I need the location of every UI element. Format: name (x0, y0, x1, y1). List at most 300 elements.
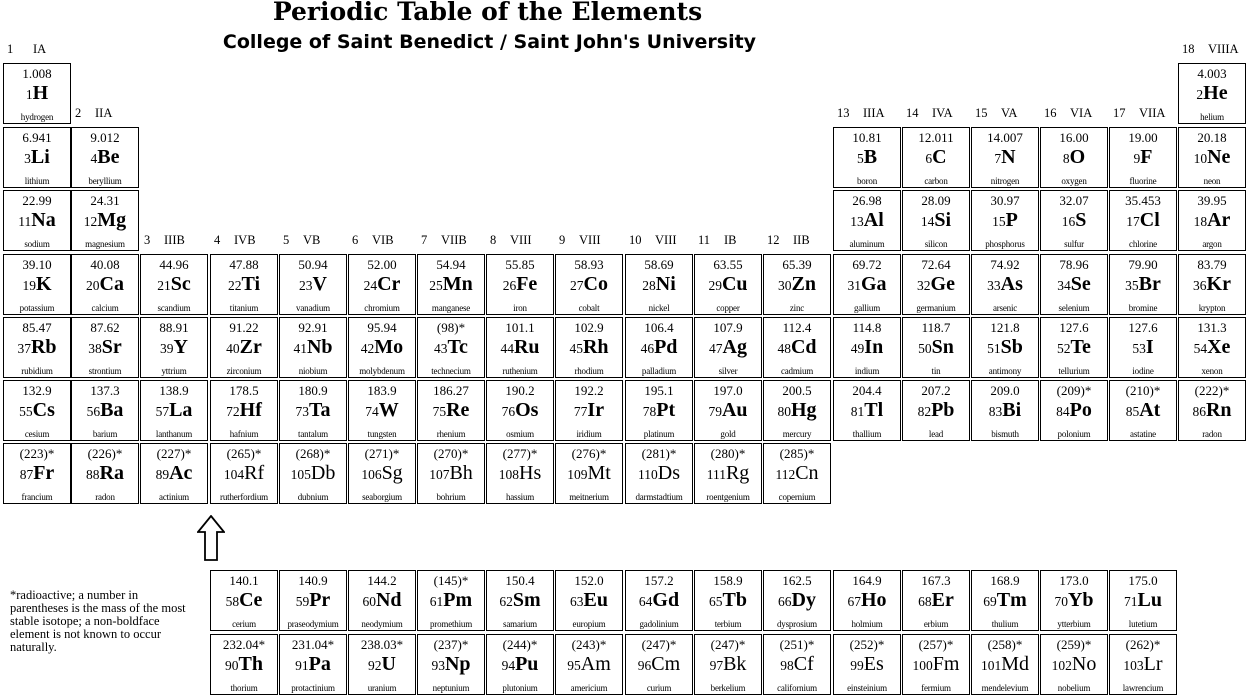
element-number-symbol (1041, 588, 1107, 614)
atomic-mass: 102.9 (574, 320, 604, 335)
group-number: 15 (975, 106, 988, 120)
element-name: platinum (643, 429, 675, 439)
element-name: technecium (431, 366, 471, 376)
atomic-number: 26 (502, 278, 517, 293)
group-roman: VIIB (441, 233, 467, 247)
element-cell-xe (1178, 317, 1246, 378)
atomic-mass: 131.3 (1197, 320, 1227, 335)
element-name: arsenic (992, 303, 1018, 313)
atomic-number: 81 (850, 404, 865, 419)
atomic-number: 66 (778, 594, 792, 609)
atomic-number: 88 (86, 467, 100, 482)
element-symbol: He (1203, 82, 1228, 104)
element-name: radon (1202, 429, 1222, 439)
element-number-symbol (211, 652, 277, 678)
element-name: sodium (24, 239, 50, 249)
element-number-symbol (972, 652, 1038, 678)
atomic-mass: 74.92 (990, 257, 1020, 272)
atomic-number: 65 (709, 594, 723, 609)
element-name: thorium (230, 683, 258, 693)
group-number: 10 (629, 233, 642, 247)
element-cell-lr (1109, 634, 1177, 695)
element-cell-ar (1178, 190, 1246, 251)
element-name: uranium (367, 683, 397, 693)
atomic-mass: 58.93 (574, 257, 604, 272)
element-symbol: Nd (375, 589, 402, 611)
element-symbol: Rg (725, 462, 750, 484)
element-name: bromine (1128, 303, 1158, 313)
element-cell-be (71, 127, 139, 188)
element-cell-in (833, 317, 901, 378)
element-cell-rb (3, 317, 71, 378)
atomic-number: 73 (295, 404, 309, 419)
atomic-mass: 175.0 (1128, 573, 1158, 588)
atomic-mass: 150.4 (505, 573, 535, 588)
element-cell-na (3, 190, 71, 251)
element-cell-kr (1178, 254, 1246, 315)
atomic-number: 28 (642, 278, 656, 293)
element-cell-ta (279, 380, 347, 441)
element-name: dubnium (297, 492, 329, 502)
element-symbol: Se (1070, 273, 1091, 295)
atomic-number: 93 (431, 658, 445, 673)
element-name: rhodium (574, 366, 604, 376)
atomic-mass: 6.941 (22, 130, 52, 145)
element-number-symbol (280, 272, 346, 298)
atomic-number: 110 (638, 467, 658, 482)
element-cell-he (1178, 63, 1246, 124)
element-number-symbol (556, 652, 622, 678)
element-name: californium (777, 683, 817, 693)
element-name: thulium (991, 619, 1019, 629)
element-cell-fr (3, 443, 71, 504)
element-cell-sc (140, 254, 208, 315)
element-number-symbol (280, 398, 346, 424)
atomic-number: 46 (640, 341, 655, 356)
atomic-number: 103 (1123, 658, 1144, 673)
atomic-mass: 50.94 (298, 257, 328, 272)
element-number-symbol (1179, 335, 1245, 361)
group-roman: VIIIA (1208, 42, 1239, 56)
element-cell-sb (971, 317, 1039, 378)
element-number-symbol (1179, 208, 1245, 234)
element-number-symbol (1110, 208, 1176, 234)
atomic-number: 68 (918, 594, 932, 609)
atomic-mass: 195.1 (644, 383, 674, 398)
atomic-mass: 204.4 (852, 383, 882, 398)
group-label-4 (214, 233, 276, 247)
element-number-symbol (1041, 652, 1107, 678)
element-number-symbol (764, 588, 830, 614)
group-roman: VIIA (1139, 106, 1166, 120)
element-number-symbol (349, 588, 415, 614)
atomic-number: 29 (708, 278, 722, 293)
atomic-number: 64 (638, 594, 653, 609)
element-cell-li (3, 127, 71, 188)
atomic-number: 31 (847, 278, 861, 293)
atomic-number: 20 (86, 278, 100, 293)
element-symbol: I (1145, 336, 1154, 358)
group-label-6 (352, 233, 414, 247)
element-cell-ti (210, 254, 278, 315)
atomic-mass: 200.5 (782, 383, 812, 398)
element-symbol: K (35, 273, 52, 295)
element-symbol: Au (721, 399, 748, 421)
atomic-mass: 54.94 (436, 257, 466, 272)
element-name: cerium (232, 619, 256, 629)
element-number-symbol (72, 461, 138, 487)
element-name: gallium (853, 303, 881, 313)
element-symbol: Es (863, 653, 884, 675)
element-symbol: Pr (309, 589, 331, 611)
atomic-number: 8 (1062, 151, 1070, 166)
atomic-number: 74 (365, 404, 379, 419)
atomic-number: 13 (850, 214, 864, 229)
group-label-2 (75, 106, 137, 120)
atomic-number: 25 (429, 278, 443, 293)
atomic-mass: 186.27 (433, 383, 469, 398)
element-name: ytterbium (1057, 619, 1091, 629)
element-symbol: Ir (587, 399, 605, 421)
element-number-symbol (903, 652, 969, 678)
element-name: titanium (229, 303, 259, 313)
element-cell-sm (486, 570, 554, 631)
element-cell-bk (694, 634, 762, 695)
atomic-mass: 69.72 (852, 257, 882, 272)
atomic-number: 99 (850, 658, 864, 673)
atomic-mass: 152.0 (574, 573, 604, 588)
atomic-mass: (270)* (433, 446, 469, 461)
group-number: 7 (421, 233, 428, 247)
atomic-mass: 178.5 (229, 383, 259, 398)
element-symbol: Er (931, 589, 954, 611)
element-cell-i (1109, 317, 1177, 378)
atomic-number: 62 (499, 594, 513, 609)
element-number-symbol (1110, 588, 1176, 614)
atomic-number: 22 (227, 278, 242, 293)
group-number: 3 (144, 233, 151, 247)
element-symbol: No (1071, 653, 1097, 675)
atomic-mass: 101.1 (505, 320, 535, 335)
element-symbol: Al (863, 209, 884, 231)
atomic-mass: 79.90 (1128, 257, 1158, 272)
element-number-symbol (487, 461, 553, 487)
element-name: antimony (988, 366, 1022, 376)
element-name: neodymium (361, 619, 403, 629)
element-symbol: Tb (722, 589, 747, 611)
element-symbol: Pu (515, 653, 539, 675)
element-symbol: Ca (99, 273, 124, 295)
element-name: lanthanum (155, 429, 193, 439)
element-cell-tb (694, 570, 762, 631)
atomic-number: 61 (429, 594, 444, 609)
group-roman: VIII (510, 233, 532, 247)
element-number-symbol (972, 335, 1038, 361)
element-name: scandium (157, 303, 191, 313)
element-number-symbol (349, 272, 415, 298)
atomic-mass: 92.91 (298, 320, 328, 335)
element-symbol: Xe (1207, 336, 1231, 358)
element-cell-pd (625, 317, 693, 378)
element-symbol: Ba (100, 399, 124, 421)
element-cell-cd (763, 317, 831, 378)
atomic-number: 60 (362, 594, 376, 609)
atomic-number: 21 (157, 278, 171, 293)
element-symbol: Be (97, 146, 120, 168)
atomic-mass: 114.8 (852, 320, 882, 335)
element-name: gadolinium (639, 619, 679, 629)
atomic-number: 15 (992, 214, 1006, 229)
element-number-symbol (834, 398, 900, 424)
element-name: copper (716, 303, 740, 313)
element-number-symbol (211, 461, 277, 487)
atomic-number: 39 (160, 341, 174, 356)
element-cell-pa (279, 634, 347, 695)
element-name: lithium (24, 176, 50, 186)
element-cell-al (833, 190, 901, 251)
element-number-symbol (487, 588, 553, 614)
element-cell-hg (763, 380, 831, 441)
element-name: erbium (923, 619, 949, 629)
element-number-symbol (556, 461, 622, 487)
element-number-symbol (418, 588, 484, 614)
element-cell-cu (694, 254, 762, 315)
atomic-mass: (271)* (364, 446, 400, 461)
group-label-15 (975, 106, 1037, 120)
element-symbol: Am (580, 653, 611, 675)
atomic-number: 47 (709, 341, 723, 356)
element-cell-ne (1178, 127, 1246, 188)
atomic-mass: 28.09 (921, 193, 951, 208)
atomic-mass: 26.98 (852, 193, 882, 208)
atomic-mass: 4.003 (1197, 66, 1227, 81)
atomic-mass: 183.9 (367, 383, 397, 398)
element-cell-ac (140, 443, 208, 504)
element-name: seaborgium (362, 492, 402, 502)
atomic-mass: (209)* (1056, 383, 1092, 398)
element-number-symbol (903, 398, 969, 424)
element-symbol: Sn (931, 336, 954, 358)
atomic-number: 100 (912, 658, 933, 673)
element-symbol: Dy (791, 589, 816, 611)
atomic-mass: 78.96 (1059, 257, 1089, 272)
element-number-symbol (626, 398, 692, 424)
element-number-symbol (4, 208, 70, 234)
element-name: americium (570, 683, 608, 693)
group-number: 1 (7, 42, 14, 56)
element-number-symbol (626, 272, 692, 298)
atomic-mass: 85.47 (22, 320, 52, 335)
element-name: hassium (505, 492, 535, 502)
atomic-number: 101 (980, 658, 1002, 673)
element-cell-rf (210, 443, 278, 504)
element-cell-sn (902, 317, 970, 378)
element-name: rutherfordium (220, 492, 268, 502)
element-name: fermium (921, 683, 951, 693)
atomic-number: 49 (850, 341, 865, 356)
group-roman: IIIB (164, 233, 185, 247)
element-symbol: S (1075, 209, 1087, 231)
element-number-symbol (211, 272, 277, 298)
element-number-symbol (349, 398, 415, 424)
element-name: barium (92, 429, 118, 439)
atomic-number: 48 (777, 341, 791, 356)
atomic-mass: 83.79 (1197, 257, 1227, 272)
atomic-mass: (281)* (641, 446, 677, 461)
element-number-symbol (487, 398, 553, 424)
element-number-symbol (972, 398, 1038, 424)
element-symbol: Hf (239, 399, 262, 421)
element-number-symbol (556, 335, 622, 361)
atomic-mass: (223)* (19, 446, 55, 461)
group-roman: VA (1001, 106, 1018, 120)
atomic-number: 72 (226, 404, 240, 419)
group-label-18 (1182, 42, 1244, 56)
atomic-number: 95 (567, 658, 581, 673)
element-symbol: Sb (1000, 336, 1023, 358)
element-name: rhenium (436, 429, 466, 439)
atomic-number: 98 (780, 658, 794, 673)
element-cell-ge (902, 254, 970, 315)
element-name: meitnerium (569, 492, 609, 502)
element-name: nickel (648, 303, 670, 313)
atomic-mass: 14.007 (987, 130, 1023, 145)
element-cell-np (417, 634, 485, 695)
element-cell-pm (417, 570, 485, 631)
atomic-number: 91 (295, 658, 309, 673)
group-label-17 (1113, 106, 1175, 120)
element-symbol: Te (1070, 336, 1091, 358)
element-symbol: Fe (516, 273, 538, 295)
group-roman: IA (33, 42, 47, 56)
element-cell-as (971, 254, 1039, 315)
atomic-mass: 164.9 (852, 573, 882, 588)
element-cell-u (348, 634, 416, 695)
element-symbol: C (932, 146, 947, 168)
element-number-symbol (1179, 272, 1245, 298)
element-name: manganese (431, 303, 471, 313)
element-symbol: Hg (790, 399, 817, 421)
element-name: helium (1200, 112, 1224, 122)
element-name: hydrogen (20, 112, 54, 122)
element-number-symbol (834, 208, 900, 234)
element-cell-cf (763, 634, 831, 695)
element-name: mendelevium (981, 683, 1029, 693)
element-symbol: Gd (652, 589, 680, 611)
element-symbol: Mt (587, 462, 611, 484)
atomic-number: 94 (501, 658, 516, 673)
atomic-mass: (265)* (226, 446, 262, 461)
element-symbol: Cu (721, 273, 748, 295)
element-cell-gd (625, 570, 693, 631)
atomic-number: 24 (363, 278, 378, 293)
element-number-symbol (280, 461, 346, 487)
element-cell-pr (279, 570, 347, 631)
element-symbol: Lr (1143, 653, 1163, 675)
element-symbol: Y (173, 336, 188, 358)
element-cell-mg (71, 190, 139, 251)
element-cell-au (694, 380, 762, 441)
element-symbol: Si (934, 209, 952, 231)
element-cell-hs (486, 443, 554, 504)
element-cell-s (1040, 190, 1108, 251)
element-cell-ce (210, 570, 278, 631)
element-name: gold (720, 429, 736, 439)
atomic-mass: 19.00 (1128, 130, 1158, 145)
atomic-number: 96 (637, 658, 652, 673)
element-name: sulfur (1064, 239, 1084, 249)
element-symbol: Zr (239, 336, 262, 358)
atomic-number: 5 (856, 151, 864, 166)
atomic-number: 11 (18, 214, 32, 229)
group-number: 8 (490, 233, 497, 247)
atomic-mass: 12.011 (918, 130, 954, 145)
atomic-mass: (237)* (433, 637, 469, 652)
element-name: bohrium (436, 492, 466, 502)
atomic-mass: 40.08 (90, 257, 120, 272)
element-cell-hf (210, 380, 278, 441)
element-number-symbol (1110, 272, 1176, 298)
element-cell-tl (833, 380, 901, 441)
atomic-mass: 106.4 (644, 320, 674, 335)
atomic-number: 69 (983, 594, 997, 609)
group-number: 17 (1113, 106, 1126, 120)
atomic-mass: 39.95 (1197, 193, 1227, 208)
element-number-symbol (349, 461, 415, 487)
element-name: curium (646, 683, 672, 693)
element-cell-fm (902, 634, 970, 695)
element-symbol: Pm (443, 589, 473, 611)
element-name: copernium (778, 492, 816, 502)
element-number-symbol (834, 335, 900, 361)
element-cell-pt (625, 380, 693, 441)
element-number-symbol (1110, 145, 1176, 171)
atomic-number: 82 (917, 404, 932, 419)
element-cell-cm (625, 634, 693, 695)
element-number-symbol (1110, 398, 1176, 424)
element-name: neptunium (432, 683, 470, 693)
element-symbol: Tl (864, 399, 884, 421)
element-name: lutetium (1128, 619, 1158, 629)
element-cell-ho (833, 570, 901, 631)
atomic-number: 63 (570, 594, 584, 609)
group-roman: VIB (372, 233, 394, 247)
atomic-number: 34 (1057, 278, 1071, 293)
element-name: phosphorus (985, 239, 1025, 249)
element-symbol: Co (583, 273, 608, 295)
atomic-number: 51 (987, 341, 1001, 356)
group-roman: IVA (932, 106, 953, 120)
atomic-mass: 58.69 (644, 257, 674, 272)
element-symbol: Ga (860, 273, 887, 295)
element-number-symbol (972, 588, 1038, 614)
element-number-symbol (1041, 335, 1107, 361)
element-symbol: Yb (1067, 589, 1094, 611)
element-symbol: Li (30, 146, 50, 168)
atomic-mass: 197.0 (713, 383, 743, 398)
element-name: tungsten (367, 429, 397, 439)
group-label-3 (144, 233, 206, 247)
element-number-symbol (903, 335, 969, 361)
element-symbol: Ni (655, 273, 676, 295)
element-symbol: Ag (722, 336, 747, 358)
element-cell-tm (971, 570, 1039, 631)
element-symbol: O (1069, 146, 1086, 168)
element-symbol: Ho (860, 589, 887, 611)
element-symbol: Fm (932, 653, 960, 675)
atomic-number: 12 (83, 214, 98, 229)
atomic-number: 54 (1193, 341, 1208, 356)
